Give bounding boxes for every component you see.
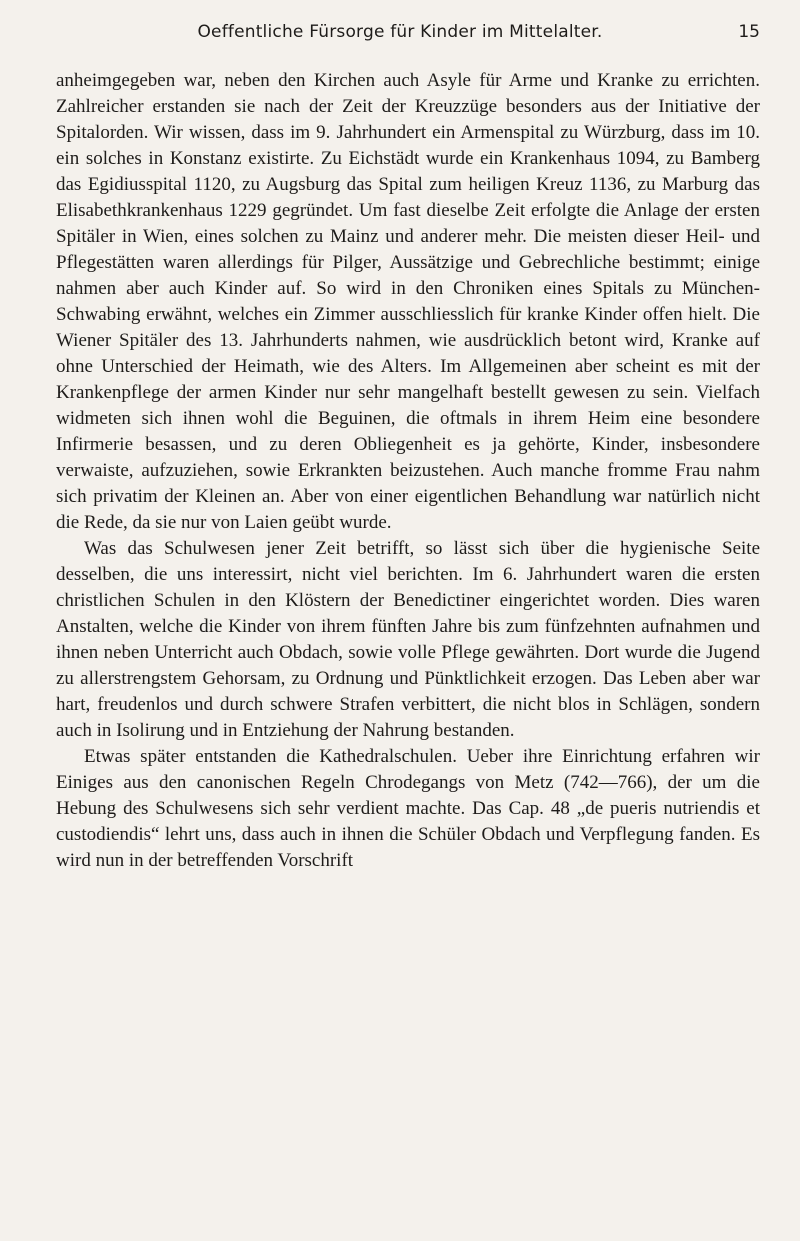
running-title: Oeffentliche Fürsorge für Kinder im Mittelalter. <box>197 22 603 42</box>
paragraph-monastery-schools: Was das Schulwesen jener Zeit betrifft, so lässt sich über die hygienische Seite desselben, die uns interessirt, nicht viel berichten. Im 6. Jahrhundert waren die ersten christlichen Schulen in den Klöstern der Benedictiner eingerichtet worden. Dies waren Anstalten, welche die Kinder von ihrem fünften Jahre bis zum fünfzehnten aufnahmen und ihnen neben Unterricht auch Obdach, sowie volle Pflege gewährten. Dort wurde die Jugend zu allerstrengstem Gehorsam, zu Ordnung und Pünktlichkeit erzogen. Das Leben aber war hart, freudenlos und durch schwere Strafen verbittert, die nicht blos in Schlägen, sondern auch in Isolirung und in Entziehung der Nahrung bestanden. <box>56 538 760 741</box>
page-number: 15 <box>738 22 760 42</box>
body-text <box>56 68 760 874</box>
running-head <box>0 22 800 48</box>
paragraph-cathedral-schools: Etwas später entstanden die Kathedralschulen. Ueber ihre Einrichtung erfahren wir Einiges aus den canonischen Regeln Chrodegangs von Metz (742—766), der um die Hebung des Schulwesens sich sehr verdient machte. Das Cap. 48 „de pueris nutriendis et custodiendis“ lehrt uns, dass auch in ihnen die Schüler Obdach und Verpflegung fanden. Es wird nun in der betreffenden Vorschrift <box>56 746 760 871</box>
paragraph-hospitals: anheimgegeben war, neben den Kirchen auch Asyle für Arme und Kranke zu errichten. Zahlreicher erstanden sie nach der Zeit der Kreuzzüge besonders aus der Initiative der Spitalorden. Wir wissen, dass im 9. Jahrhundert ein Armenspital zu Würzburg, dass im 10. ein solches in Konstanz existirte. Zu Eichstädt wurde ein Krankenhaus 1094, zu Bamberg das Egidiusspital 1120, zu Augsburg das Spital zum heiligen Kreuz 1136, zu Marburg das Elisabethkrankenhaus 1229 gegründet. Um fast dieselbe Zeit erfolgte die Anlage der ersten Spitäler in Wien, eines solchen zu Mainz und anderer mehr. Die meisten dieser Heil- und Pflegestätten waren allerdings für Pilger, Aussätzige und Gebrechliche bestimmt; einige nahmen aber auch Kinder auf. So wird in den Chroniken eines Spitals zu München-Schwabing erwähnt, welches ein Zimmer ausschliesslich für kranke Kinder offen hielt. Die Wiener Spitäler des 13. Jahrhunderts nahmen, wie ausdrücklich betont wird, Kranke auf ohne Unterschied der Heimath, wie des Alters. Im Allgemeinen aber scheint es mit der Krankenpflege der armen Kinder nur sehr mangelhaft bestellt gewesen zu sein. Vielfach widmeten sich ihnen wohl die Beguinen, die oftmals in ihrem Heim eine besondere Infirmerie besassen, und zu deren Obliegenheit es ja gehörte, Kinder, insbesondere verwaiste, aufzuziehen, sowie Erkrankten beizustehen. Auch manche fromme Frau nahm sich privatim der Kleinen an. Aber von einer eigentlichen Behandlung war natürlich nicht die Rede, da sie nur von Laien geübt wurde. <box>56 70 760 533</box>
